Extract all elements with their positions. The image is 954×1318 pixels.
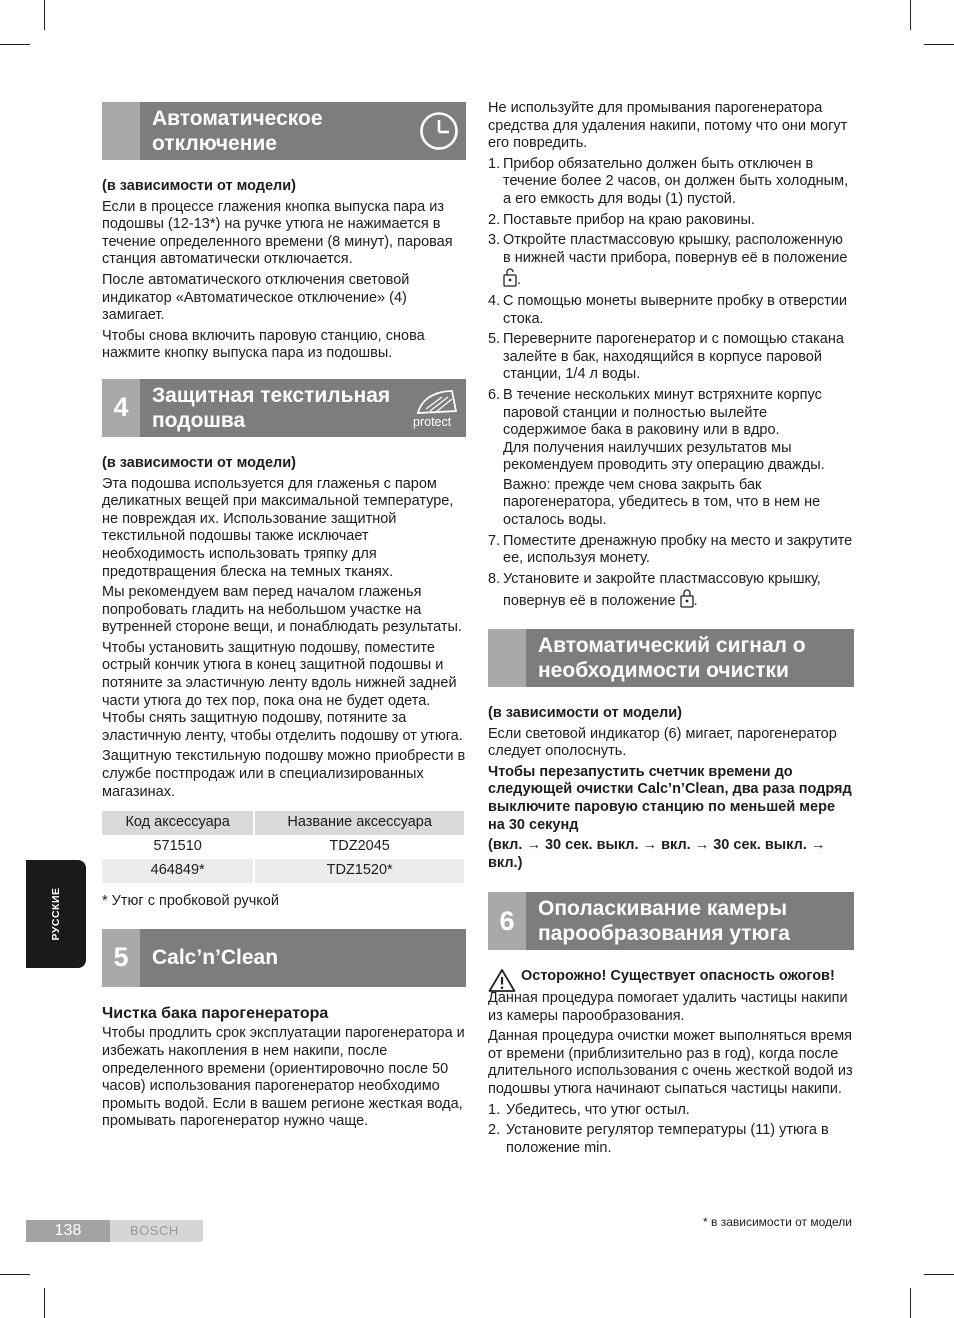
right-column xyxy=(488,100,854,1160)
crop-mark xyxy=(924,44,954,45)
table-cell: TDZ2045 xyxy=(254,835,465,859)
section-header-rinse xyxy=(488,892,854,950)
section-number-box xyxy=(488,629,526,687)
section-title: Защитная текстильная подошва xyxy=(152,383,391,432)
crop-mark xyxy=(44,0,45,30)
lock-icon xyxy=(680,588,694,608)
paragraph-bold: Чтобы перезапустить счетчик времени до следующей очистки Calc’n’Clean, два раза подряд выключите паровую станцию по меньшей мере на 30 секунд xyxy=(488,763,852,833)
list-item: 2. Установите регулятор температуры (11) утюга в положение min. xyxy=(488,1122,829,1156)
list-item: 2. Поставьте прибор на краю раковины. xyxy=(488,211,755,228)
paragraph: После автоматического отключения световой индикатор «Автоматическое отключение» (4) замигает. xyxy=(102,271,410,324)
paragraph: Чтобы продлить срок эксплуатации парогенератора и избежать накопления в нем накипи, после определенного времени (ориентировочно после 50 часов) использования парогенератор необходимо промыть водой. Если в вашем регионе жесткая вода, промывать парогенератор нужно чаще. xyxy=(102,1025,465,1130)
model-note: (в зависимости от модели) xyxy=(488,705,683,722)
crop-mark xyxy=(0,44,30,45)
list-item: 5. Переверните парогенератор и с помощью стакана залейте в бак, находящийся в корпусе паровой станции, 1/4 л воды. xyxy=(488,331,844,383)
left-column xyxy=(102,102,466,1134)
crop-mark xyxy=(910,0,911,30)
page-number: 138 xyxy=(26,1220,110,1242)
clock-icon xyxy=(418,110,460,152)
section-number-box xyxy=(102,102,140,160)
section-title: Ополаскивание камеры парообразования утюга xyxy=(538,897,790,946)
paragraph-bold: (вкл. → 30 сек. выкл. → вкл. → 30 сек. выкл. → вкл.) xyxy=(488,837,826,871)
iron-protect-icon xyxy=(412,385,462,429)
section-header-auto-signal xyxy=(488,629,854,687)
table-cell: TDZ1520* xyxy=(254,859,465,883)
table-cell: 571510 xyxy=(102,835,254,859)
crop-mark xyxy=(0,1274,30,1275)
paragraph: Эта подошва используется для глаженья с паром деликатных вещей при максимальной температуре, не повреждая их. Использование защитной текстильной подошвы также исключает необходимость использовать тряпку для предотвращения блеска на темных тканях. xyxy=(102,475,454,580)
list-item: 8. Установите и закройте пластмассовую крышку, повернув её в положение . xyxy=(488,570,821,610)
section-title: Calc’n’Clean xyxy=(152,945,279,969)
paragraph: Защитную текстильную подошву можно приобрести в службе постпродаж или в специализированных магазинах. xyxy=(102,748,466,800)
warning-text: Осторожно! Существует опасность ожогов! xyxy=(521,968,835,985)
list-item: 6. В течение нескольких минут встряхните корпус паровой станции и полностью вылейте содержимое бака в раковину или в вдро. Для получения наилучших результатов мы рекомендуем проводить эту операцию дважды. Важно: прежде чем снова закрыть бак парогенератора, убедитесь в том, что в нем не осталось воды. xyxy=(488,386,825,529)
subsection-title: Чистка бака парогенератора xyxy=(102,1004,329,1022)
table-cell: 464849* xyxy=(102,859,254,883)
paragraph: Данная процедура очистки может выполняться время от времени (приблизительно раз в год), когда после длительного использования с очень жесткой водой из подошвы утюга начинают сыпаться частицы накипи. xyxy=(488,1028,853,1097)
paragraph: Мы рекомендуем вам перед началом глаженья попробовать гладить на небольшом участке на вутренней стороне вещи, и понаблюдать результаты. xyxy=(102,584,462,636)
brand-name: BOSCH xyxy=(130,1223,179,1238)
table-row xyxy=(102,835,465,859)
model-note: (в зависимости от модели) xyxy=(102,454,297,471)
section-header-protect-sole xyxy=(102,379,466,437)
paragraph: Если световой индикатор (6) мигает, парогенератор следует ополоснуть. xyxy=(488,725,837,760)
section-number: 5 xyxy=(102,929,140,987)
section-number: 6 xyxy=(488,892,526,950)
crop-mark xyxy=(924,1274,954,1275)
list-item: 3. Откройте пластмассовую крышку, расположенную в нижней части прибора, повернув её в положение . xyxy=(488,232,848,289)
section-number: 4 xyxy=(102,379,140,437)
page-footnote: * в зависимости от модели xyxy=(702,1215,852,1229)
list-item: 7. Поместите дренажную пробку на место и закрутите ее, используя монету. xyxy=(488,532,853,567)
list-item: 1. Прибор обязательно должен быть отключен в течение более 2 часов, он должен быть холодным, а его емкость для воды (1) пустой. xyxy=(488,155,849,207)
crop-mark xyxy=(910,1288,911,1318)
paragraph: Если в процессе глажения кнопка выпуска пара из подошвы (12-13*) на ручке утюга не нажимается в течение определенного времени (8 минут), паровая станция автоматически отключается. xyxy=(102,198,453,268)
section-title: Автоматический сигнал о необходимости очистки xyxy=(538,634,806,683)
table-header: Код аксессуара xyxy=(102,811,254,835)
protect-label: protect xyxy=(413,414,452,429)
paragraph: Не используйте для промывания парогенератора средства для удаления накипи, потому что они могут его повредить. xyxy=(488,100,848,152)
accessory-table xyxy=(102,811,466,883)
warning-icon xyxy=(488,968,516,993)
model-note: (в зависимости от модели) xyxy=(102,178,297,194)
language-tab: РУССКИЕ xyxy=(26,860,86,968)
table-header: Название аксессуара xyxy=(254,811,465,835)
section-header-calc-clean xyxy=(102,929,466,987)
paragraph: Чтобы снова включить паровую станцию, снова нажмите кнопку выпуска пара из подошвы. xyxy=(102,327,425,362)
section-header-auto-off xyxy=(102,102,466,160)
section-title: Автоматическое отключение xyxy=(152,107,323,155)
cleaning-steps xyxy=(488,156,854,611)
unlock-icon xyxy=(503,267,517,287)
warning-note xyxy=(488,968,854,986)
table-row xyxy=(102,859,465,883)
table-footnote: * Утюг с пробковой ручкой xyxy=(102,893,279,910)
crop-mark xyxy=(44,1288,45,1318)
rinse-steps xyxy=(488,1102,854,1158)
paragraph: Чтобы установить защитную подошву, поместите острый кончик утюга в конец защитной подошвы и потяните за эластичную ленту вдоль нижней задней части утюга до тех пор, пока она не будет одета. Чтобы снять защитную подошву, потяните за эластичную ленту, чтобы отделить подошву от утюга. xyxy=(102,639,463,744)
list-item: 1. Убедитесь, что утюг остыл. xyxy=(488,1101,690,1118)
list-item: 4. С помощью монеты выверните пробку в отверстии стока. xyxy=(488,292,847,327)
paragraph: Данная процедура помогает удалить частицы накипи из камеры парообразования. xyxy=(488,989,848,1024)
